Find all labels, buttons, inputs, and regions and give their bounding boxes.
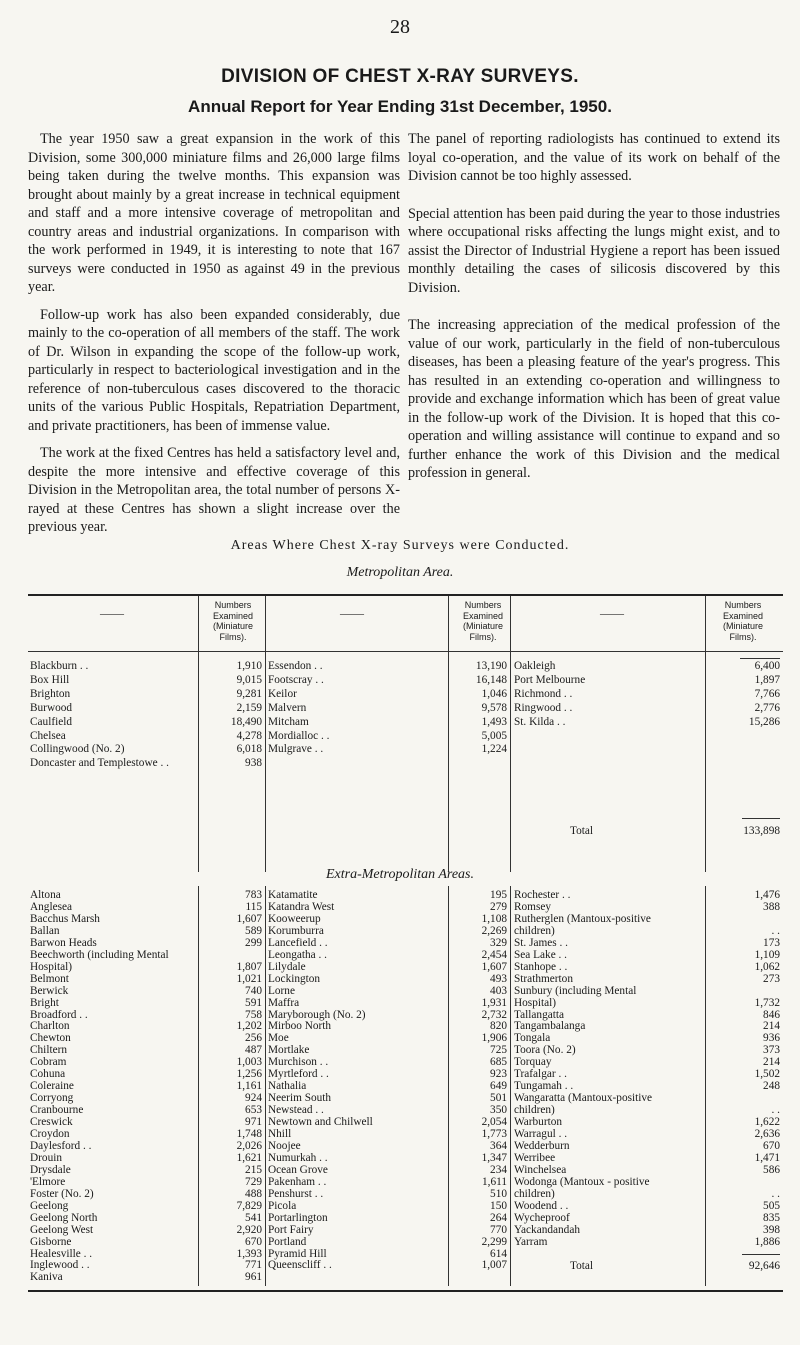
films-count: 1,007: [481, 1259, 507, 1272]
paragraph: The increasing appreciation of the medical profession of the value of our work, particularly in the field of non-tuberculous diseases, has been a pleasing feature of the year's progress. This has resulted in an extending co-operation and willingness to provide and exchange information which has been of great value in the follow-up work of the Division. It is hoped that this co-operation and willing assistance will continue to expand and so further enhance the work of this Division and the medical profession in general.: [408, 317, 780, 481]
area-name: Hospital): [514, 996, 557, 1009]
area-name: Neerim South: [268, 1092, 332, 1105]
films-count: 493: [490, 972, 507, 985]
films-count: 1,471: [754, 1151, 780, 1164]
area-name: Beechworth (including Mental: [30, 948, 169, 961]
area-name: Keilor: [268, 687, 297, 700]
area-name: Chiltern: [30, 1044, 68, 1057]
films-count: 936: [763, 1032, 780, 1045]
films-count: 279: [490, 900, 507, 913]
area-name: Ocean Grove: [268, 1163, 328, 1176]
films-count: 835: [763, 1211, 780, 1224]
area-name: Tongala: [514, 1032, 551, 1045]
area-name: Murchison . .: [268, 1056, 329, 1069]
area-name: Coleraine: [30, 1080, 74, 1093]
area-name: Pakenham . .: [268, 1175, 327, 1188]
area-name: Yarram: [514, 1235, 548, 1248]
area-name: Port Melbourne: [514, 673, 586, 686]
films-count: 961: [245, 1271, 262, 1284]
area-name: Cohuna: [30, 1068, 66, 1081]
films-count: 115: [245, 900, 262, 913]
films-count: 586: [763, 1163, 780, 1176]
films-count: 1,807: [236, 960, 262, 973]
header-rule: [28, 651, 783, 652]
area-name: Healesville . .: [30, 1247, 93, 1260]
area-name: Mirboo North: [268, 1020, 332, 1033]
area-name: Nhill: [268, 1128, 292, 1140]
films-count: 1,347: [481, 1151, 507, 1164]
area-name: Lockington: [268, 972, 321, 985]
films-count: 234: [490, 1163, 507, 1176]
films-count: 1,621: [236, 1151, 262, 1164]
area-name: Corryong: [30, 1092, 74, 1105]
films-count: 299: [245, 936, 262, 949]
area-name: children): [514, 1104, 555, 1117]
films-count: 18,490: [230, 715, 262, 728]
area-name: Cobram: [30, 1056, 67, 1069]
area-name: Geelong: [30, 1199, 69, 1212]
area-name: Mulgrave . .: [268, 743, 324, 756]
page-number: 28: [390, 16, 410, 38]
films-count: 329: [490, 936, 507, 949]
area-name: Wangaratta (Mantoux-positive: [514, 1092, 653, 1105]
films-count: 9,015: [236, 673, 262, 686]
area-name: Croydon: [30, 1128, 70, 1140]
films-count: 1,476: [754, 889, 780, 901]
area-name: 'Elmore: [30, 1175, 66, 1188]
area-name: Kooweerup: [268, 912, 321, 925]
films-count: 9,578: [481, 701, 507, 714]
left-text-column: [28, 130, 400, 546]
area-name: Barwon Heads: [30, 936, 97, 949]
area-name: Creswick: [30, 1116, 73, 1129]
area-name: Katamatite: [268, 889, 318, 901]
table-row: [0, 659, 800, 673]
films-count: 2,299: [481, 1235, 507, 1248]
films-count: 487: [245, 1044, 262, 1057]
films-count: 614: [490, 1247, 507, 1260]
films-count: 771: [245, 1259, 262, 1272]
films-count: 9,281: [236, 687, 262, 700]
area-name: Bright: [30, 996, 59, 1009]
films-count: 388: [763, 900, 780, 913]
area-name: Stanhope . .: [514, 960, 568, 973]
films-count: 398: [763, 1223, 780, 1236]
films-count: . .: [771, 924, 780, 937]
films-count: 2,776: [754, 701, 780, 714]
area-name: children): [514, 1187, 555, 1200]
area-name: Chelsea: [30, 729, 66, 742]
area-name: Gisborne: [30, 1235, 72, 1248]
area-name: Torquay: [514, 1056, 552, 1069]
area-name: Newstead . .: [268, 1104, 324, 1117]
extra-metro-heading: Extra-Metropolitan Areas.: [325, 867, 475, 882]
films-count: 510: [490, 1187, 507, 1200]
paragraph: The panel of reporting radiologists has continued to extend its loyal co-operation, and the value of its work on behalf of the Division cannot be too highly assessed.: [408, 131, 780, 184]
area-name: Kaniva: [30, 1271, 63, 1284]
paragraph: The year 1950 saw a great expansion in the work of this Division, some 300,000 miniature films and 26,000 large films being taken during the twelve months. This expansion was brought about mainly by a great increase in technical equipment and staff and a more intensive coverage of metropolitan and country areas and industrial organizations. In comparison with the work performed in 1949, it is interesting to note that 167 surveys were conducted in 1950 as against 49 in the previous year.: [28, 131, 400, 295]
area-name: Toora (No. 2): [514, 1044, 576, 1057]
films-count: 501: [490, 1092, 507, 1105]
area-name: Box Hill: [30, 673, 70, 686]
area-name: Numurkah . .: [268, 1151, 328, 1164]
films-count: 173: [763, 936, 780, 949]
area-name: Cranbourne: [30, 1104, 84, 1117]
films-count: 685: [490, 1056, 507, 1069]
area-name: Richmond . .: [514, 687, 573, 700]
total-rule: [742, 818, 780, 819]
area-name: Belmont: [30, 972, 69, 985]
area-name: Charlton: [30, 1020, 70, 1033]
films-count: 403: [490, 984, 507, 997]
films-count: 1,046: [481, 687, 507, 700]
area-name: Portland: [268, 1235, 307, 1248]
area-name: Queenscliff . .: [268, 1259, 332, 1272]
films-count: 1,732: [754, 996, 780, 1009]
area-name: Altona: [30, 889, 61, 901]
header-numbers-examined: Numbers Examined (Miniature Films).: [722, 600, 764, 642]
page-subtitle: Annual Report for Year Ending 31st December, 1950.: [188, 97, 612, 116]
films-count: 350: [490, 1104, 507, 1117]
films-count: 15,286: [748, 715, 780, 728]
area-name: Korumburra: [268, 924, 324, 937]
films-count: 364: [490, 1139, 507, 1152]
area-name: Drysdale: [30, 1163, 71, 1176]
area-name: Picola: [268, 1199, 297, 1212]
films-count: 541: [245, 1211, 262, 1224]
films-count: 740: [245, 984, 262, 997]
table-row: [0, 687, 800, 701]
films-count: 1,003: [236, 1056, 262, 1069]
films-count: 248: [763, 1080, 780, 1093]
area-name: Leongatha . .: [268, 948, 327, 961]
films-count: 725: [490, 1044, 507, 1057]
area-name: Burwood: [30, 701, 73, 714]
header-dash: ——: [600, 606, 624, 620]
paragraph: Special attention has been paid during the year to those industries where occupational risks affecting the lungs might exist, and to assist the Director of Industrial Hygiene a report has been issued monthly detailing the cases of silicosis discovered by this Division.: [408, 205, 780, 296]
area-name: Wedderburn: [514, 1139, 570, 1152]
area-name: Daylesford . .: [30, 1139, 92, 1152]
area-name: Caulfield: [30, 715, 73, 728]
metro-total-value: 133,898: [743, 825, 780, 837]
area-name: Chewton: [30, 1032, 71, 1045]
films-count: . .: [771, 1187, 780, 1200]
films-count: 2,636: [754, 1128, 780, 1140]
header-numbers-examined: Numbers Examined (Miniature Films).: [462, 600, 504, 642]
films-count: 1,897: [754, 673, 780, 686]
table-row: [0, 742, 800, 756]
area-name: Rochester . .: [514, 889, 571, 901]
area-name: Penshurst . .: [268, 1187, 324, 1200]
films-count: 488: [245, 1187, 262, 1200]
area-name: Wycheproof: [514, 1211, 570, 1224]
area-name: Tallangatta: [514, 1008, 565, 1021]
films-count: 264: [490, 1211, 507, 1224]
films-count: 1,493: [481, 715, 507, 728]
films-count: 924: [245, 1092, 262, 1105]
total-rule: [742, 1254, 780, 1255]
films-count: 670: [245, 1235, 262, 1248]
area-name: Doncaster and Templestowe . .: [30, 757, 169, 770]
films-count: 256: [245, 1032, 262, 1045]
area-name: Geelong West: [30, 1223, 94, 1236]
page-title: DIVISION OF CHEST X-RAY SURVEYS.: [221, 66, 579, 87]
area-name: Lancefield . .: [268, 936, 328, 949]
area-name: Ballan: [30, 924, 60, 937]
metro-heading: Metropolitan Area.: [346, 565, 454, 580]
films-count: 13,190: [475, 660, 507, 672]
area-name: Blackburn . .: [30, 660, 89, 672]
area-name: Warragul . .: [514, 1128, 568, 1140]
metro-total-label: Total: [570, 825, 594, 837]
table-row: [0, 1270, 800, 1284]
films-count: 1,622: [754, 1116, 780, 1129]
films-count: 7,829: [236, 1199, 262, 1212]
films-count: 1,202: [236, 1020, 262, 1033]
table-top-rule: [28, 594, 783, 596]
area-name: Mortlake: [268, 1044, 310, 1057]
area-name: Maffra: [268, 996, 300, 1009]
table-row: [0, 729, 800, 743]
area-name: Drouin: [30, 1151, 63, 1164]
films-count: 846: [763, 1008, 780, 1021]
films-count: 670: [763, 1139, 780, 1152]
area-name: Lorne: [268, 984, 295, 997]
area-name: Port Fairy: [268, 1223, 314, 1236]
area-name: Brighton: [30, 687, 71, 700]
area-name: Romsey: [514, 900, 552, 913]
header-dash: ——: [340, 606, 364, 620]
area-name: Tungamah . .: [514, 1080, 574, 1093]
films-count: 1,062: [754, 960, 780, 973]
films-count: 2,159: [236, 701, 262, 714]
films-count: 4,278: [236, 729, 262, 742]
films-count: 195: [490, 889, 507, 901]
films-count: 653: [245, 1104, 262, 1117]
area-name: Geelong North: [30, 1211, 98, 1224]
area-name: Anglesea: [30, 900, 73, 913]
films-count: 2,269: [481, 924, 507, 937]
area-name: St. James . .: [514, 936, 568, 949]
films-count: 1,910: [236, 660, 262, 672]
films-count: 938: [245, 757, 262, 770]
films-count: 1,611: [482, 1175, 507, 1188]
area-name: Mordialloc . .: [268, 729, 330, 742]
area-name: St. Kilda . .: [514, 715, 566, 728]
films-count: 2,732: [481, 1008, 507, 1021]
area-name: Collingwood (No. 2): [30, 743, 125, 756]
films-count: 6,400: [754, 660, 780, 672]
films-count: 6,018: [236, 743, 262, 756]
table-row: [0, 673, 800, 687]
extra-total-label: Total: [570, 1260, 594, 1272]
table-row: [0, 756, 800, 770]
area-name: Footscray . .: [268, 673, 324, 686]
films-count: 1,607: [236, 912, 262, 925]
films-count: 1,021: [236, 972, 262, 985]
header-dash: ——: [100, 606, 124, 620]
films-count: 1,108: [481, 912, 507, 925]
films-count: 1,906: [481, 1032, 507, 1045]
area-name: Noojee: [268, 1139, 301, 1152]
areas-heading: Areas Where Chest X-ray Surveys were Conducted.: [230, 538, 570, 553]
films-count: 2,054: [481, 1116, 507, 1129]
area-name: Portarlington: [268, 1211, 328, 1224]
films-count: 214: [763, 1056, 780, 1069]
films-count: 649: [490, 1080, 507, 1093]
area-name: Rutherglen (Mantoux-positive: [514, 912, 651, 925]
films-count: 820: [490, 1020, 507, 1033]
area-name: Mitcham: [268, 715, 309, 728]
area-name: Winchelsea: [514, 1163, 567, 1176]
area-name: Oakleigh: [514, 660, 556, 672]
area-name: Strathmerton: [514, 972, 573, 985]
area-name: Essendon . .: [268, 660, 323, 672]
area-name: Bacchus Marsh: [30, 912, 100, 925]
area-name: Warburton: [514, 1116, 563, 1129]
table-row: [0, 701, 800, 715]
films-count: 589: [245, 924, 262, 937]
films-count: 5,005: [481, 729, 507, 742]
table-row: [0, 1235, 800, 1249]
films-count: 1,256: [236, 1068, 262, 1081]
area-name: Woodend . .: [514, 1199, 569, 1212]
films-count: 214: [763, 1020, 780, 1033]
area-name: Sea Lake . .: [514, 948, 568, 961]
area-name: Myrtleford . .: [268, 1068, 329, 1081]
table-row: [0, 715, 800, 729]
films-count: 1,109: [754, 948, 780, 961]
films-count: 373: [763, 1044, 780, 1057]
films-count: 1,502: [754, 1068, 780, 1081]
area-name: Berwick: [30, 984, 69, 997]
area-name: Sunbury (including Mental: [514, 984, 637, 997]
films-count: 1,773: [481, 1128, 507, 1140]
area-name: Katandra West: [268, 900, 335, 913]
films-count: 758: [245, 1008, 262, 1021]
area-name: children): [514, 924, 555, 937]
films-count: 2,454: [481, 948, 507, 961]
films-count: . .: [771, 1104, 780, 1117]
area-name: Trafalgar . .: [514, 1068, 567, 1081]
area-name: Foster (No. 2): [30, 1187, 94, 1200]
header-numbers-examined: Numbers Examined (Miniature Films).: [212, 600, 254, 642]
area-name: Nathalia: [268, 1080, 307, 1093]
films-count: 215: [245, 1163, 262, 1176]
films-count: 1,931: [481, 996, 507, 1009]
table-row: [0, 1258, 800, 1272]
area-name: Newtown and Chilwell: [268, 1116, 373, 1129]
films-count: 923: [490, 1068, 507, 1081]
films-count: 150: [490, 1199, 507, 1212]
films-count: 1,161: [236, 1080, 262, 1093]
extra-total-value: 92,646: [748, 1260, 780, 1272]
films-count: 505: [763, 1199, 780, 1212]
area-name: Lilydale: [268, 960, 306, 973]
right-text-column: [408, 130, 780, 502]
films-count: 273: [763, 972, 780, 985]
area-name: Werribee: [514, 1151, 556, 1164]
area-name: Moe: [268, 1032, 289, 1045]
films-count: 1,748: [236, 1128, 262, 1140]
area-name: Broadford . .: [30, 1008, 88, 1021]
films-count: 971: [245, 1116, 262, 1129]
area-name: Malvern: [268, 701, 307, 714]
films-count: 1,393: [236, 1247, 262, 1260]
area-name: Ringwood . .: [514, 701, 573, 714]
paragraph: Follow-up work has also been expanded considerably, due mainly to the co-operation of all members of the staff. The work of Dr. Wilson in expanding the scope of the follow-up work, particularly in respect to bacteriological investigation and in the reference of non-tuberculous cases discovered to the thoracic units of the various Public Hospitals, Repatriation Department, and private practitioners, has been of immense value.: [28, 306, 400, 434]
area-name: Yackandandah: [514, 1223, 580, 1236]
area-name: Hospital): [30, 960, 73, 973]
films-count: 2,920: [236, 1223, 262, 1236]
films-count: 1,607: [481, 960, 507, 973]
area-name: Tangambalanga: [514, 1020, 586, 1033]
films-count: 770: [490, 1223, 507, 1236]
films-count: 2,026: [236, 1139, 262, 1152]
films-count: 729: [245, 1175, 262, 1188]
films-count: 783: [245, 889, 262, 901]
films-count: 7,766: [754, 687, 780, 700]
films-count: 1,886: [754, 1235, 780, 1248]
area-name: Pyramid Hill: [268, 1247, 327, 1260]
table-bottom-rule: [28, 1290, 783, 1292]
total-rule: [740, 658, 780, 659]
area-name: Wodonga (Mantoux - positive: [514, 1175, 650, 1188]
films-count: 1,224: [481, 743, 507, 756]
area-name: Inglewood . .: [30, 1259, 90, 1272]
films-count: 591: [245, 996, 262, 1009]
films-count: 16,148: [475, 673, 507, 686]
area-name: Maryborough (No. 2): [268, 1008, 366, 1021]
paragraph: The work at the fixed Centres has held a satisfactory level and, despite the more intensive and effective coverage of this Division in the Metropolitan area, the total number of persons X-rayed at these Centres has shown a slight increase over the previous year.: [28, 445, 400, 535]
